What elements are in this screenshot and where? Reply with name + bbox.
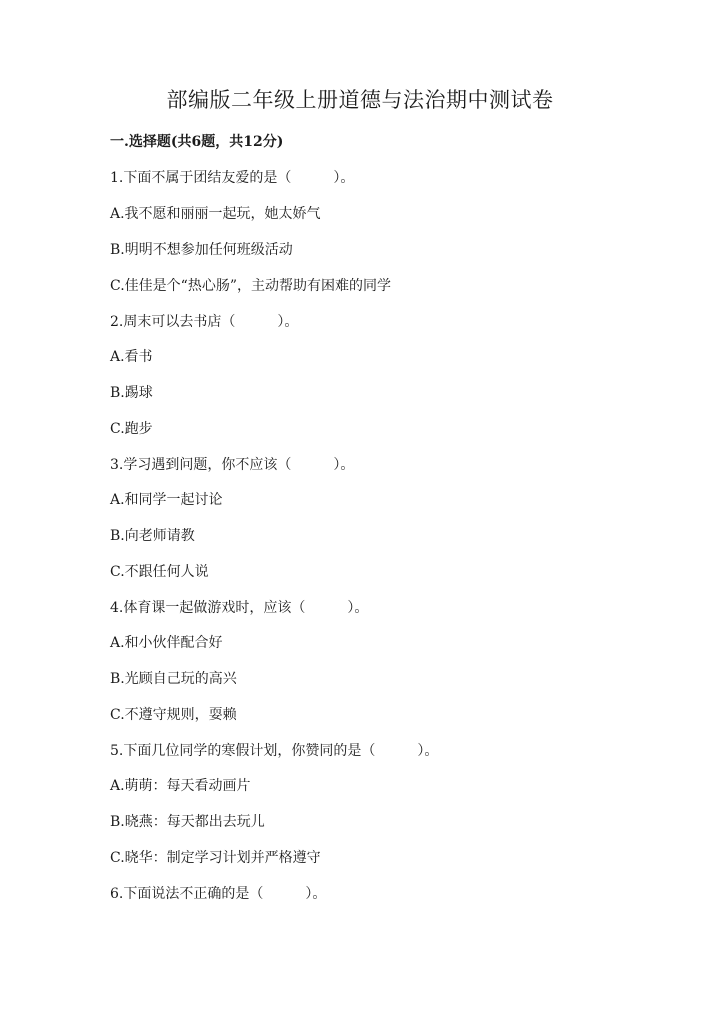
question-1-stem: 1.下面不属于团结友爱的是（ ）。	[110, 170, 355, 186]
question-1-option-c: C.佳佳是个“热心肠”，主动帮助有困难的同学	[110, 278, 391, 294]
question-3-option-b: B.向老师请教	[110, 528, 195, 544]
question-1-option-a: A.我不愿和丽丽一起玩，她太娇气	[110, 206, 321, 222]
question-2-option-a: A.看书	[110, 349, 153, 365]
question-4-stem: 4.体育课一起做游戏时，应该（ ）。	[110, 600, 369, 616]
question-5-option-b: B.晓燕：每天都出去玩儿	[110, 814, 265, 830]
question-3-option-c: C.不跟任何人说	[110, 564, 209, 580]
question-6-stem: 6.下面说法不正确的是（ ）。	[110, 886, 327, 902]
question-1-option-b: B.明明不想参加任何班级活动	[110, 242, 293, 258]
question-4-option-a: A.和小伙伴配合好	[110, 635, 223, 651]
question-4-option-b: B.光顾自己玩的高兴	[110, 671, 237, 687]
question-3-stem: 3.学习遇到问题，你不应该（ ）。	[110, 457, 355, 473]
question-5-option-c: C.晓华：制定学习计划并严格遵守	[110, 850, 321, 866]
question-4-option-c: C.不遵守规则，耍赖	[110, 707, 237, 723]
question-2-stem: 2.周末可以去书店（ ）。	[110, 314, 299, 330]
exam-title: 部编版二年级上册道德与法治期中测试卷	[166, 88, 554, 112]
question-5-option-a: A.萌萌：每天看动画片	[110, 778, 251, 794]
section-heading: 一.选择题(共6题，共12分)	[110, 134, 284, 150]
question-2-option-b: B.踢球	[110, 385, 153, 401]
question-3-option-a: A.和同学一起讨论	[110, 492, 223, 508]
question-2-option-c: C.跑步	[110, 421, 153, 437]
question-5-stem: 5.下面几位同学的寒假计划，你赞同的是（ ）。	[110, 743, 439, 759]
